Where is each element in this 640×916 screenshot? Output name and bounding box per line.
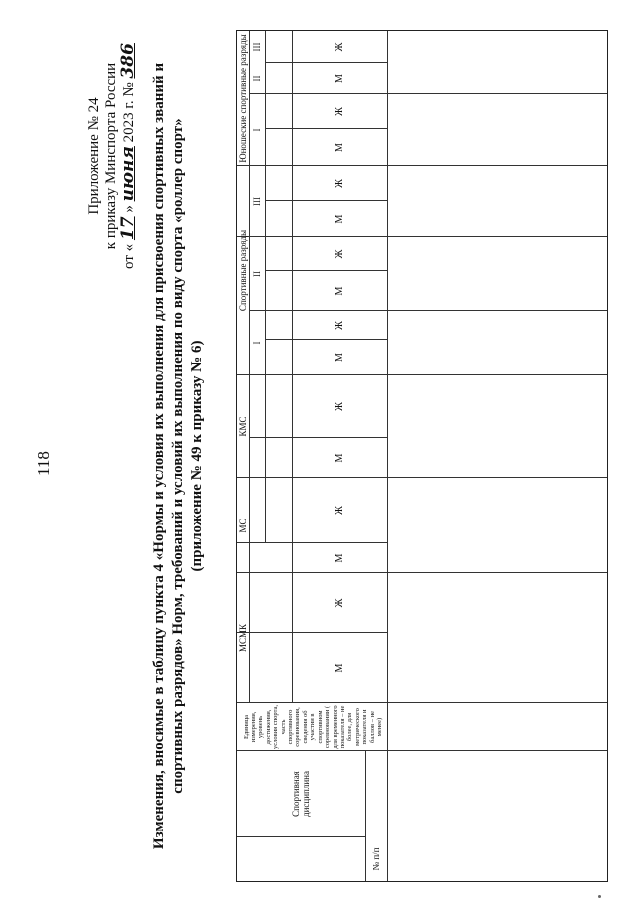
date-day: 17	[118, 216, 138, 241]
r1-m: М	[333, 353, 345, 362]
date-prefix: от «	[121, 243, 137, 269]
header-kms: КМС	[238, 416, 248, 437]
msmk-m: М	[333, 663, 345, 673]
r2-m: М	[333, 286, 345, 296]
header-no: № п/п	[371, 847, 381, 871]
page-number: 118	[34, 451, 53, 476]
r1-w: Ж	[333, 321, 345, 330]
document-title	[150, 36, 207, 876]
date-mid: »	[121, 205, 137, 213]
scan-dot	[598, 895, 601, 898]
header-msmk: МСМК	[238, 624, 248, 653]
header-discipline: Спортивная дисциплина	[291, 771, 311, 817]
header-bottom-line	[387, 31, 388, 881]
date-year: 2023 г. №	[121, 82, 137, 143]
header-sport-rank-1: I	[252, 341, 262, 345]
y2-w: Ж	[333, 42, 345, 52]
title-line-1: Изменения, вносимые в таблицу пункта 4 «Нормы и условия их выполнения для присвоения спортивных званий и	[151, 62, 167, 850]
appendix-order-ref: к приказу Минспорта России	[103, 62, 119, 250]
appendix-title: Приложение № 24	[86, 97, 102, 215]
header-sport-rank-2: II	[252, 271, 262, 277]
header-ms: МС	[238, 518, 248, 533]
roman-line	[265, 31, 266, 543]
y2-m: М	[333, 74, 345, 83]
r2-w: Ж	[333, 249, 345, 259]
order-number: 386	[118, 43, 138, 79]
title-line-2: спортивных разрядов» Норм, требований и условий их выполнения по виду спорта «роллер спорт»	[170, 118, 186, 794]
appendix-date-line	[120, 16, 138, 296]
header-youth-rank-1: I	[252, 128, 262, 132]
kms-m: М	[333, 453, 345, 463]
header-youth-rank-2: II	[252, 75, 262, 82]
msmk-w: Ж	[333, 598, 345, 608]
header-youth-rank-3: III	[252, 42, 262, 52]
title-line-3: (приложение № 49 к приказу № 6)	[189, 340, 205, 572]
date-month: июня	[118, 146, 138, 202]
header-unit: Единица измерения, уровень достижения, условия спорта, часть спортивного соревнования, сведения об участии в спортивном соревновании ( для временного показателя – не более, для метрического показателя и баллов – не менее)	[242, 705, 383, 749]
header-sport-ranks: Спортивные разряды	[238, 229, 248, 312]
header-sport-rank-3: III	[252, 197, 262, 206]
y1-m: М	[333, 143, 345, 152]
y1-w: Ж	[333, 107, 345, 116]
ms-m: М	[333, 553, 345, 563]
kms-w: Ж	[333, 402, 345, 411]
r3-m: М	[333, 214, 345, 224]
norms-table	[236, 30, 608, 882]
appendix-block	[86, 16, 138, 296]
header-youth-ranks: Юношеские спортивные разряды	[238, 34, 248, 163]
ms-w: Ж	[333, 506, 345, 515]
r3-w: Ж	[333, 179, 345, 188]
